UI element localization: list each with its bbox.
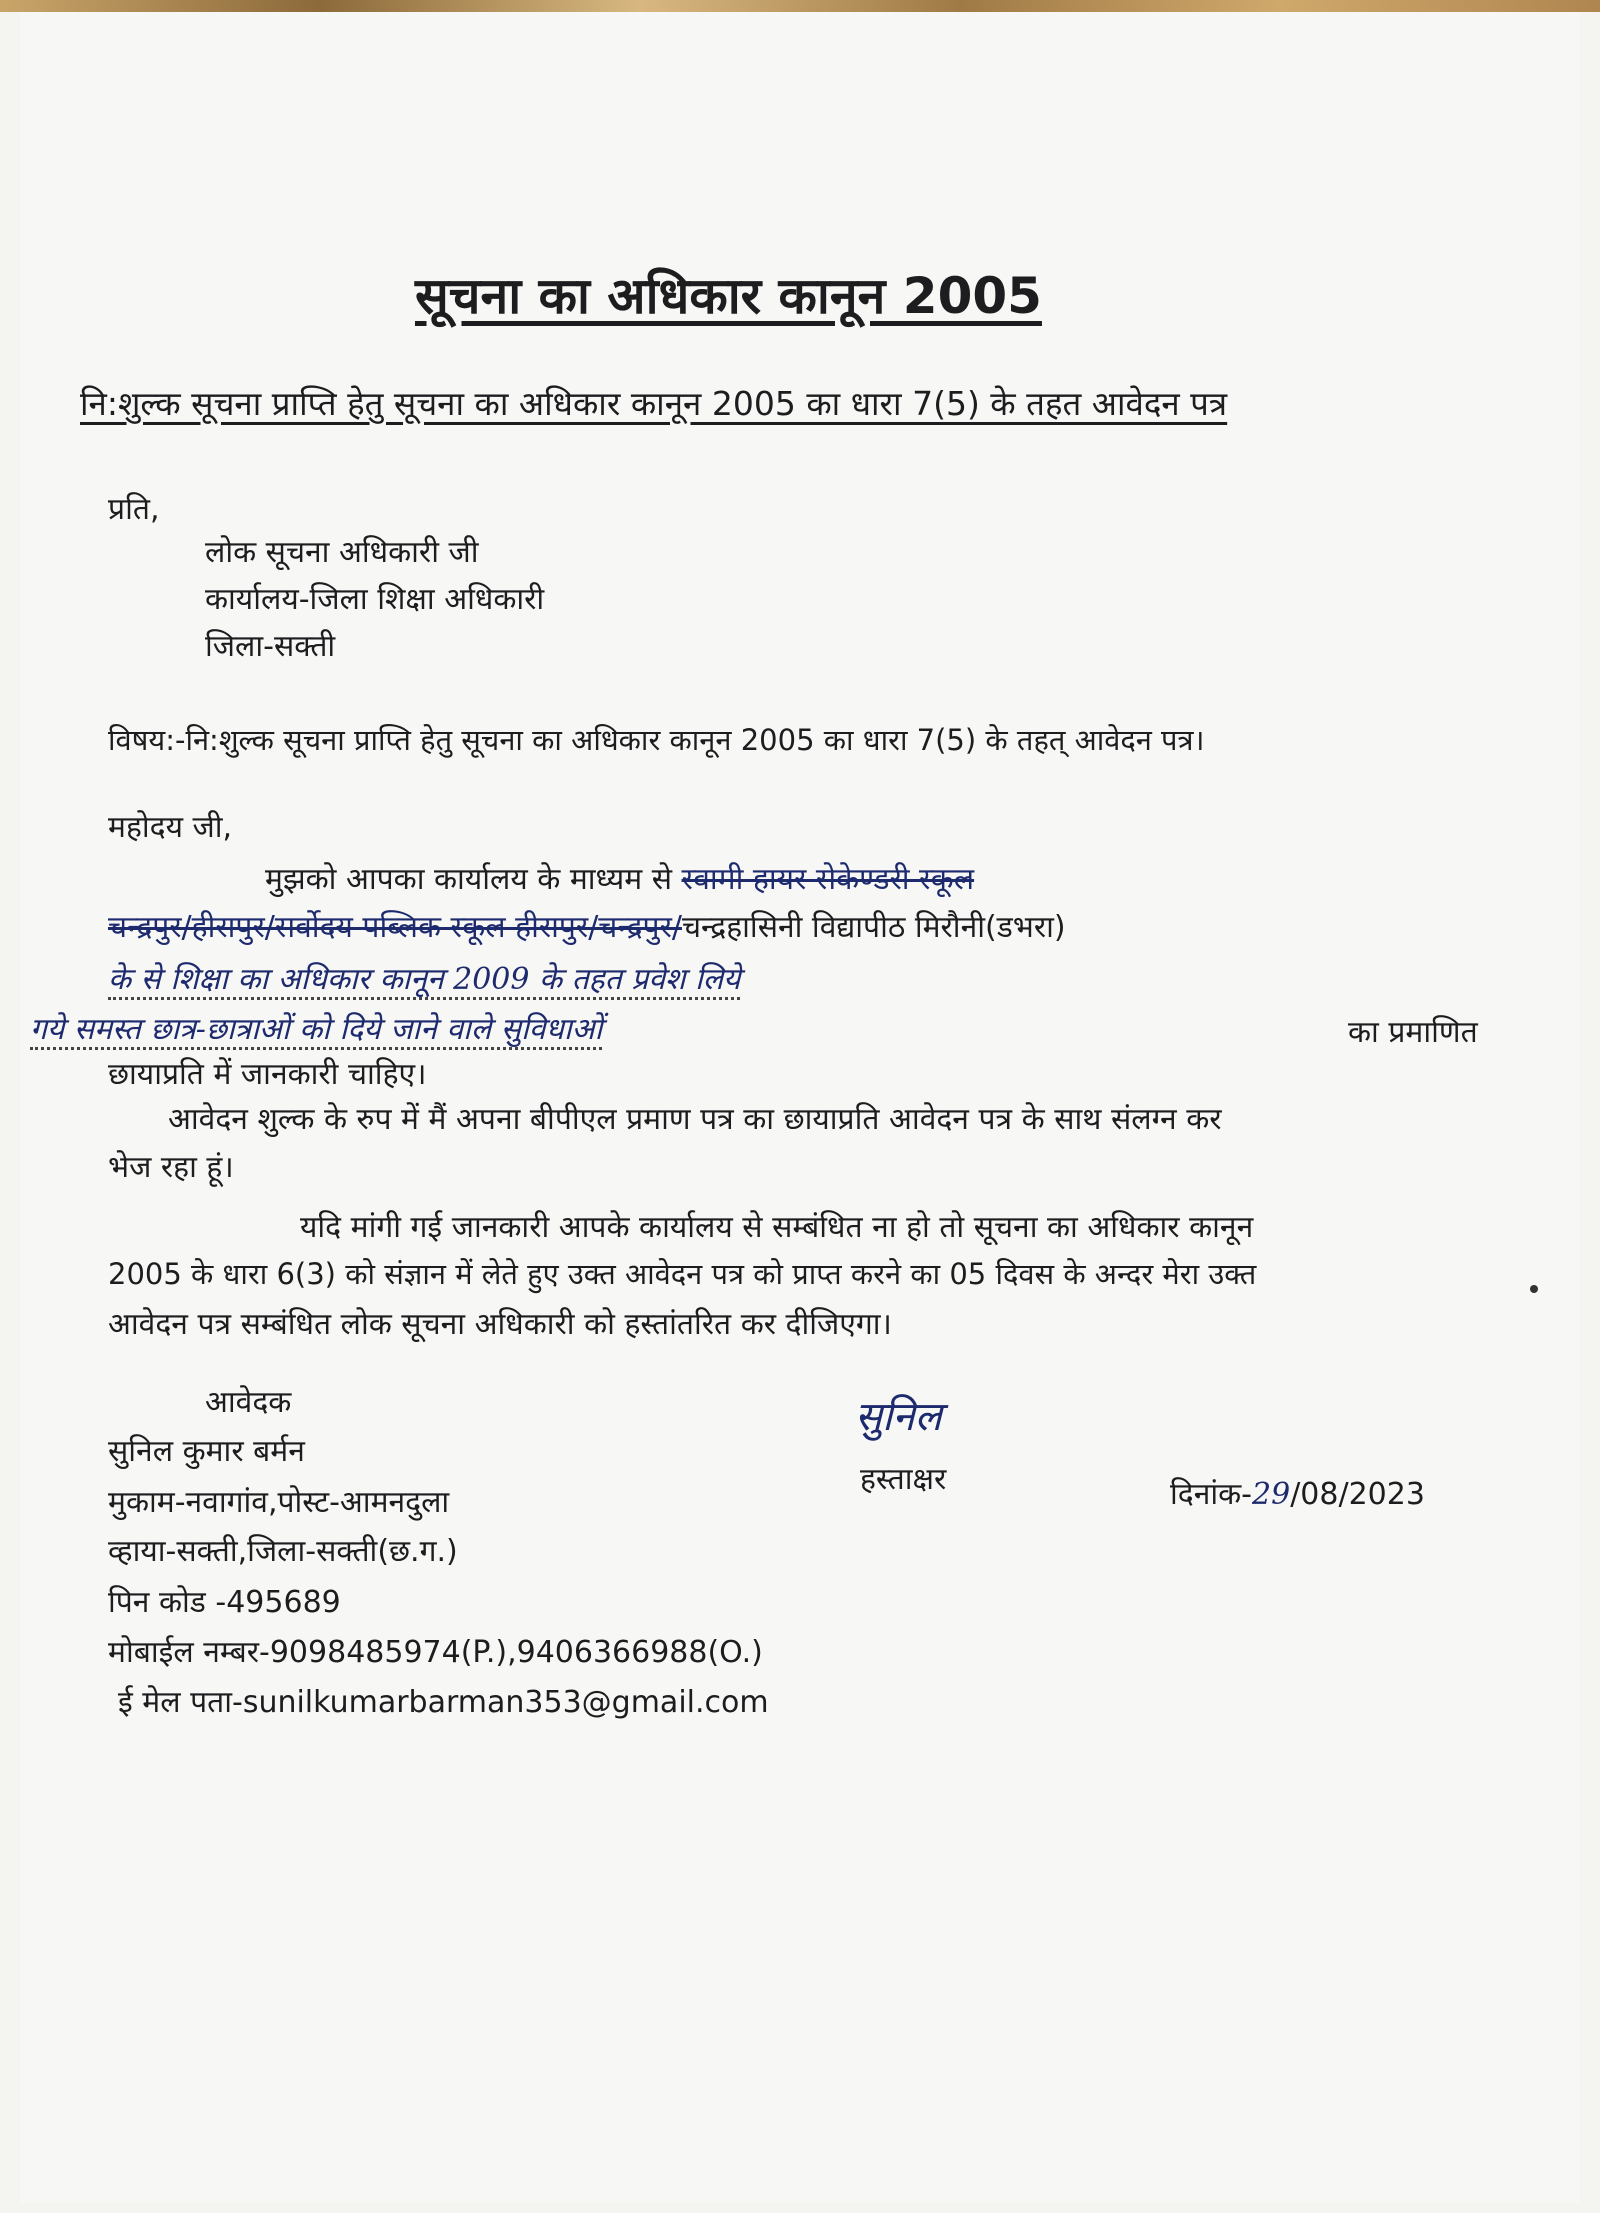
handwritten-line1: [108, 957, 740, 998]
applicant-email: ई मेल पता-sunilkumarbarman353@gmail.com: [118, 1685, 769, 1720]
para1-end: छायाप्रति में जानकारी चाहिए।: [108, 1057, 427, 1092]
subject-line: विषय:-नि:शुल्क सूचना प्राप्ति हेतु सूचना का अधिकार कानून 2005 का धारा 7(5) के तहत् आवेदन पत्र।: [108, 723, 1205, 757]
recipient-line2: कार्यालय-जिला शिक्षा अधिकारी: [205, 582, 545, 617]
para3-line1: यदि मांगी गई जानकारी आपके कार्यालय से सम्बंधित ना हो तो सूचना का अधिकार कानून: [300, 1210, 1254, 1245]
handwritten-text-1: के से शिक्षा का अधिकार कानून 2009 के तहत प्रवेश लिये: [108, 962, 740, 1000]
handwritten-line2: [30, 1007, 602, 1048]
para1-line1: [265, 857, 974, 898]
struck-school-names-2: चन्द्रपुर/हीरापुर/सर्वोदय पब्लिक स्कूल हीरापुर/चन्द्रपुर/: [108, 910, 682, 945]
top-edge-strip: [0, 0, 1600, 12]
applicant-address2: व्हाया-सक्ती,जिला-सक्ती(छ.ग.): [108, 1534, 458, 1569]
recipient-prefix: प्रति,: [108, 492, 160, 527]
handwritten-signature: सुनिल: [855, 1394, 942, 1440]
applicant-pin: पिन कोड -495689: [108, 1585, 341, 1620]
letter-page: [20, 12, 1580, 2202]
para1-trail: का प्रमाणित: [1348, 1015, 1478, 1050]
handwritten-text-2: गये समस्त छात्र-छात्राओं को दिये जाने वाले सुविधाओं: [30, 1012, 602, 1050]
applicant-address1: मुकाम-नवागांव,पोस्ट-आमनदुला: [108, 1485, 450, 1520]
applicant-name: सुनिल कुमार बर्मन: [108, 1434, 305, 1469]
applicant-heading: आवेदक: [205, 1385, 292, 1420]
date-day-handwritten: 29: [1252, 1477, 1291, 1512]
date-rest: /08/2023: [1290, 1477, 1425, 1512]
para2-line1: आवेदन शुल्क के रुप में मैं अपना बीपीएल प्रमाण पत्र का छायाप्रति आवेदन पत्र के साथ संलग्न कर: [168, 1102, 1222, 1137]
date-line: [1170, 1472, 1425, 1513]
para1-line2: [108, 905, 1066, 946]
struck-school-names-1: स्वामी हायर सेकेण्डरी स्कूल: [681, 862, 975, 897]
recipient-line1: लोक सूचना अधिकारी जी: [205, 535, 479, 570]
recipient-line3: जिला-सक्ती: [205, 629, 336, 664]
document-title: सूचना का अधिकार कानून 2005: [415, 267, 1042, 325]
stray-dot: [1530, 1285, 1538, 1293]
para2-line2: भेज रहा हूं।: [108, 1150, 234, 1185]
applicant-mobile: मोबाईल नम्बर-9098485974(P.),9406366988(O.): [108, 1635, 763, 1670]
signature-label: हस्ताक्षर: [860, 1462, 947, 1497]
school-name-printed: चन्द्रहासिनी विद्यापीठ मिरौनी(डभरा): [681, 910, 1066, 945]
para1-lead: मुझको आपका कार्यालय के माध्यम से: [265, 862, 672, 897]
para3-line3: आवेदन पत्र सम्बंधित लोक सूचना अधिकारी को हस्तांतरित कर दीजिएगा।: [108, 1307, 892, 1342]
para3-line2: 2005 के धारा 6(3) को संज्ञान में लेते हुए उक्त आवेदन पत्र को प्राप्त करने का 05 दिवस के अन्दर मेरा उक्त: [108, 1257, 1257, 1291]
date-label: दिनांक-: [1170, 1477, 1252, 1512]
salutation: महोदय जी,: [108, 810, 233, 845]
document-subtitle: नि:शुल्क सूचना प्राप्ति हेतु सूचना का अधिकार कानून 2005 का धारा 7(5) के तहत आवेदन पत्र: [80, 384, 1228, 423]
